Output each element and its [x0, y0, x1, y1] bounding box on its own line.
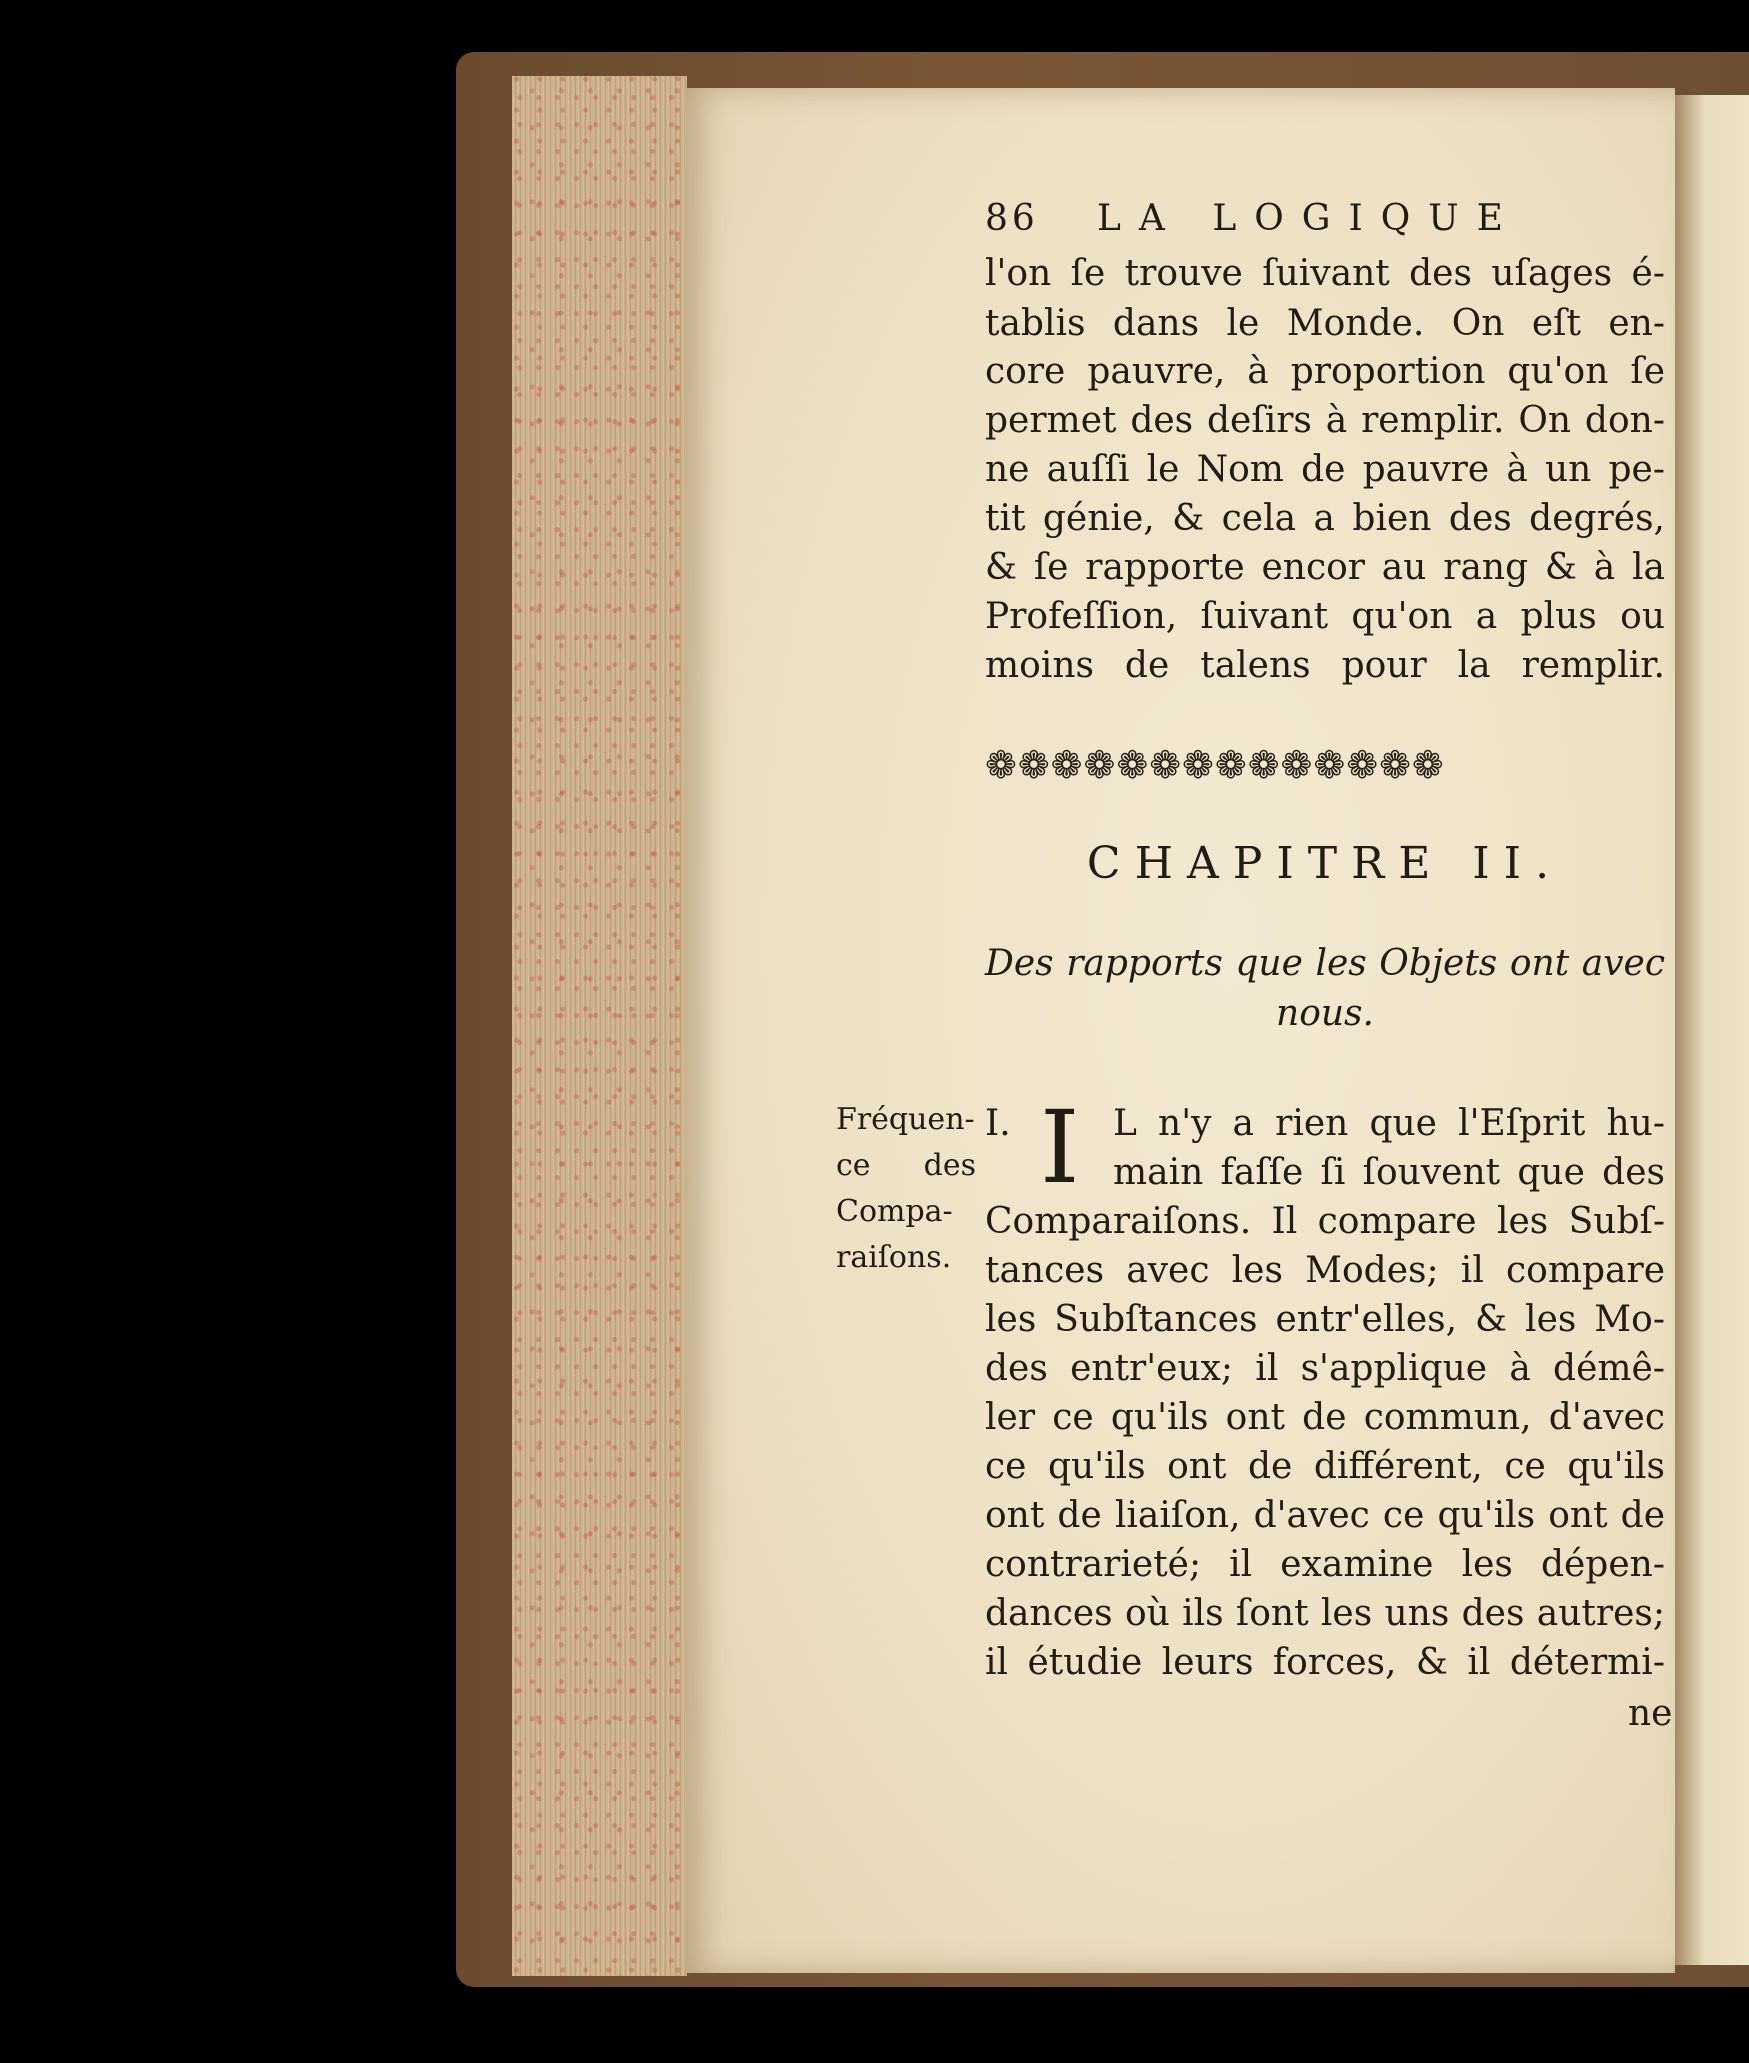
text-line: les Subſtances entr'elles, & les Mo-	[985, 1299, 1665, 1340]
running-header	[985, 198, 1665, 250]
facing-page-edge	[1675, 95, 1749, 1965]
page-edges-speckle	[512, 76, 687, 1976]
text-line: ler ce qu'ils ont de commun, d'avec	[985, 1397, 1665, 1438]
text-line: ne auſſi le Nom de pauvre à un pe-	[985, 449, 1665, 490]
margin-note-line: ce des	[836, 1148, 976, 1183]
ornamental-divider: ❁❁❁❁❁❁❁❁❁❁❁❁❁❁	[985, 743, 1445, 787]
chapter-subtitle-line-2: nous.	[1276, 993, 1374, 1034]
catchword: ne	[1628, 1693, 1673, 1734]
text-line: L n'y a rien que l'Eſprit hu-	[1113, 1103, 1665, 1144]
text-line: main faſſe ſi ſouvent que des	[1113, 1152, 1665, 1193]
text-line: Comparaiſons. Il compare les Subſ-	[985, 1201, 1665, 1242]
drop-capital: I	[1040, 1089, 1080, 1206]
text-line: tablis dans le Monde. On eſt en-	[985, 303, 1665, 344]
text-line: ce qu'ils ont de différent, ce qu'ils	[985, 1446, 1665, 1487]
text-line: ont de liaiſon, d'avec ce qu'ils ont de	[985, 1495, 1665, 1536]
text-line: des entr'eux; il s'applique à démê-	[985, 1348, 1665, 1389]
text-line: core pauvre, à proportion qu'on ſe	[985, 351, 1665, 392]
text-line: permet des deſirs à remplir. On don-	[985, 400, 1665, 441]
margin-note-line: Fréquen-	[836, 1102, 975, 1137]
text-line: il étudie leurs forces, & il détermi-	[985, 1642, 1665, 1683]
margin-note-line: Compa-	[836, 1194, 953, 1229]
text-line: dances où ils ſont les uns des autres;	[985, 1593, 1665, 1634]
chapter-heading: CHAPITRE II.	[1086, 838, 1564, 889]
running-title: LA LOGIQUE	[1097, 198, 1521, 239]
text-line: l'on ſe trouve ſuivant des uſages é-	[985, 253, 1665, 294]
paragraph-number: I.	[985, 1103, 1011, 1144]
text-line: moins de talens pour la remplir.	[985, 645, 1665, 686]
text-line: & ſe rapporte encor au rang & à la	[985, 547, 1665, 588]
margin-note-line: raiſons.	[836, 1240, 952, 1275]
chapter-subtitle-line-1: Des rapports que les Objets ont avec	[985, 943, 1665, 984]
page-number: 86	[985, 198, 1039, 239]
text-line: Profeſſion, ſuivant qu'on a plus ou	[985, 596, 1665, 637]
text-line: tances avec les Modes; il compare	[985, 1250, 1665, 1291]
text-line: tit génie, & cela a bien des degrés,	[985, 498, 1665, 539]
text-line: contrarieté; il examine les dépen-	[985, 1544, 1665, 1585]
